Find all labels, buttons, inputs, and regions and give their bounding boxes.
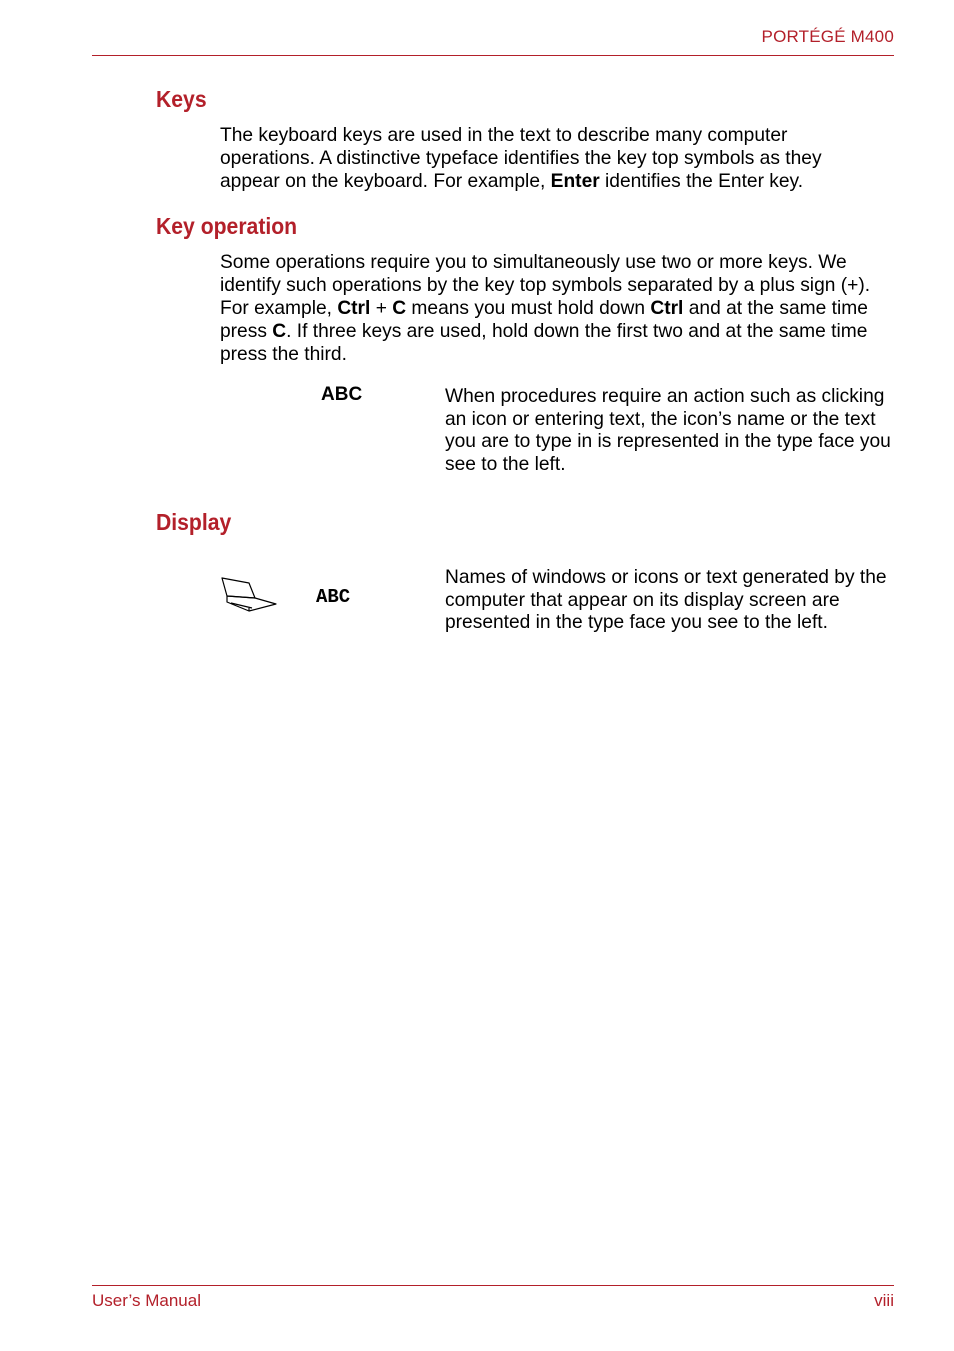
display-term-description: Names of windows or icons or text generated by the computer that appear on its display screen are presented in the type face you see to the left. [445, 567, 887, 634]
key-operation-term-description: When procedures require an action such as clicking an icon or entering text, the icon’s name or the text you are to type in is represented in the type face you see to the left. [445, 386, 891, 476]
key-operation-term: ABC [321, 384, 363, 405]
keys-text-1: The keyboard keys are used in the text to describe many computer operations. A distinctive typeface identifies the key top symbols as they appear on the keyboard. For example, [220, 125, 822, 192]
page-number: viii [874, 1291, 894, 1310]
heading-keys: Keys [156, 86, 207, 112]
display-term: ABC [316, 586, 351, 608]
keyop-text-4: and at the same time press [220, 298, 868, 342]
key-ctrl: Ctrl [337, 298, 371, 319]
footer-manual-title: User’s Manual [92, 1291, 201, 1310]
heading-key-operation: Key operation [156, 213, 298, 239]
header-rule [92, 55, 894, 56]
laptop-icon [219, 575, 279, 615]
keyop-text-5: . If three keys are used, hold down the first two and at the same time press the third. [220, 321, 868, 365]
keyop-text-3: means you must hold down [406, 298, 651, 319]
key-operation-paragraph [220, 251, 895, 366]
header-title: PORTÉGÉ M400 [761, 27, 894, 46]
key-c: C [392, 298, 407, 319]
key-ctrl-2: Ctrl [650, 298, 684, 319]
keys-text-2: identifies the Enter key. [599, 171, 804, 192]
key-c-2: C [272, 321, 287, 342]
keys-paragraph [220, 124, 880, 193]
keyop-text-2: + [370, 298, 393, 319]
key-enter: Enter [550, 171, 600, 192]
keyop-text-1: Some operations require you to simultaneously use two or more keys. We identify such operations by the key top symbols separated by a plus sign (+). For example, [220, 252, 871, 319]
heading-display: Display [156, 509, 232, 535]
footer-rule [92, 1285, 894, 1286]
